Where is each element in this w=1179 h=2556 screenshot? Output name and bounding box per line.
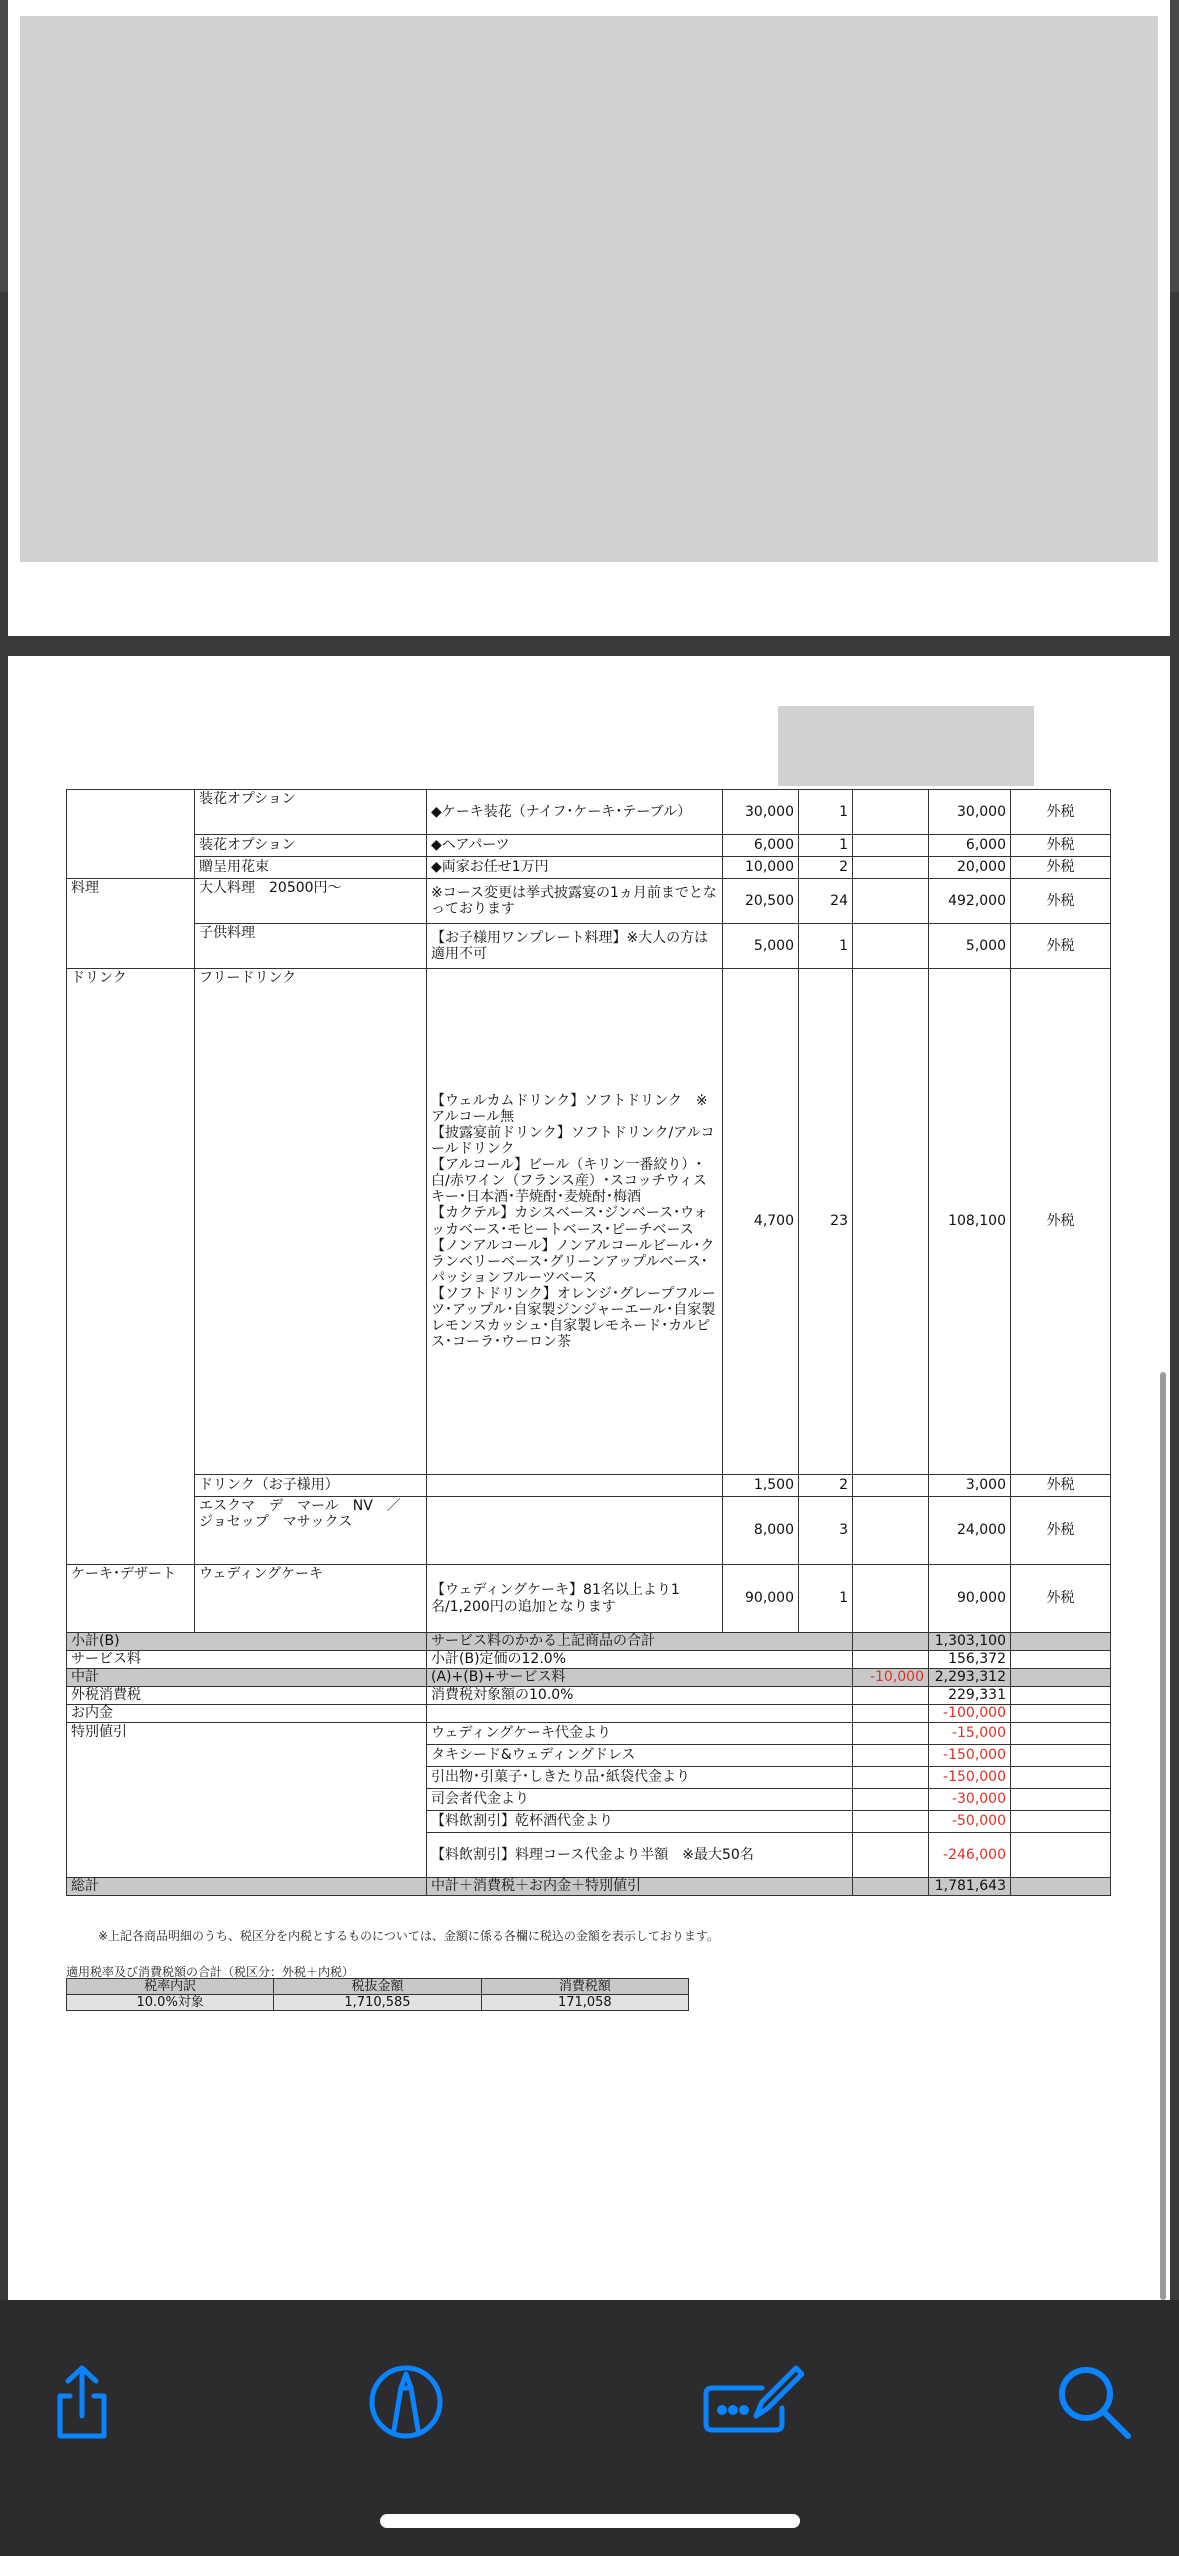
item-description: 【お子様用ワンプレート料理】※大人の方は適用不可 bbox=[427, 924, 723, 969]
unit-price: 6,000 bbox=[723, 835, 799, 857]
summary-row bbox=[67, 1669, 1111, 1687]
tax-note: ※上記各商品明細のうち、税区分を内税とするものについては、金額に係る各欄に税込の金額を表示しております。 bbox=[98, 1929, 719, 1943]
redacted-area bbox=[20, 16, 1158, 562]
signature-button[interactable] bbox=[700, 2360, 804, 2444]
unit-price: 10,000 bbox=[723, 857, 799, 879]
summary-label: 小計(B) bbox=[67, 1633, 427, 1651]
summary-label: サービス料 bbox=[67, 1651, 427, 1669]
grand-total-row bbox=[67, 1878, 1111, 1896]
table-row bbox=[67, 790, 1111, 835]
summary-label: お内金 bbox=[67, 1705, 427, 1723]
summary-description: 中計＋消費税＋お内金＋特別値引 bbox=[427, 1878, 853, 1896]
summary-row bbox=[67, 1651, 1111, 1669]
tax-rate: 10.0%対象 bbox=[67, 1995, 274, 2011]
table-row bbox=[67, 857, 1111, 879]
home-indicator bbox=[380, 2514, 800, 2528]
summary-row bbox=[67, 1633, 1111, 1651]
search-icon bbox=[1052, 2360, 1136, 2444]
column-header: 税抜金額 bbox=[274, 1979, 481, 1995]
item-name: フリードリンク bbox=[195, 969, 427, 1475]
quantity: 3 bbox=[799, 1497, 853, 1565]
category-cell: ケーキ･デザート bbox=[67, 1565, 195, 1633]
quantity: 2 bbox=[799, 857, 853, 879]
item-name: 装花オプション bbox=[195, 790, 427, 835]
summary-label: 外税消費税 bbox=[67, 1687, 427, 1705]
discount-description: ウェディングケーキ代金より bbox=[427, 1723, 853, 1745]
grand-total-amount: 1,781,643 bbox=[929, 1878, 1011, 1896]
scrollbar-thumb[interactable] bbox=[1160, 1372, 1166, 2300]
item-description: ◆ケーキ装花（ナイフ･ケーキ･テーブル） bbox=[427, 790, 723, 835]
quantity: 24 bbox=[799, 879, 853, 924]
summary-amount: -100,000 bbox=[929, 1705, 1011, 1723]
drink-line: 【ウェルカムドリンク】ソフトドリンク ※アルコール無 bbox=[431, 1092, 708, 1125]
tax-type: 外税 bbox=[1011, 1475, 1111, 1497]
discount-amount: -246,000 bbox=[929, 1833, 1011, 1878]
discount-description: 引出物･引菓子･しきたり品･紙袋代金より bbox=[427, 1767, 853, 1789]
item-name: 贈呈用花束 bbox=[195, 857, 427, 879]
discount-description: 司会者代金より bbox=[427, 1789, 853, 1811]
discount-amount: -15,000 bbox=[929, 1723, 1011, 1745]
table-row bbox=[67, 1995, 689, 2011]
discount-amount: -150,000 bbox=[929, 1767, 1011, 1789]
share-button[interactable] bbox=[40, 2360, 124, 2444]
tax-type: 外税 bbox=[1011, 790, 1111, 835]
drink-line: 【ソフトドリンク】オレンジ･グレープフルーツ･アップル･自家製ジンジャーエール･自家製レモンスカッシュ･自家製レモネード･カルピス･コーラ･ウーロン茶 bbox=[431, 1285, 716, 1351]
summary-description: 消費税対象額の10.0% bbox=[427, 1687, 853, 1705]
category-cell: ドリンク bbox=[67, 969, 195, 1475]
amount: 90,000 bbox=[929, 1565, 1011, 1633]
summary-amount: 156,372 bbox=[929, 1651, 1011, 1669]
search-button[interactable] bbox=[1052, 2360, 1136, 2444]
discount-description: タキシード&ウェディングドレス bbox=[427, 1745, 853, 1767]
tax-type: 外税 bbox=[1011, 857, 1111, 879]
item-description: ※コース変更は挙式披露宴の1ヵ月前までとなっております bbox=[427, 879, 723, 924]
quantity: 1 bbox=[799, 790, 853, 835]
quantity: 2 bbox=[799, 1475, 853, 1497]
amount: 5,000 bbox=[929, 924, 1011, 969]
estimate-table bbox=[66, 789, 1111, 1896]
discount-row bbox=[67, 1723, 1111, 1745]
share-icon bbox=[40, 2360, 124, 2444]
item-name: ウェディングケーキ bbox=[195, 1565, 427, 1633]
summary-amount: 1,303,100 bbox=[929, 1633, 1011, 1651]
amount: 108,100 bbox=[929, 969, 1011, 1475]
quantity: 23 bbox=[799, 969, 853, 1475]
category-cell: 料理 bbox=[67, 879, 195, 924]
unit-price: 20,500 bbox=[723, 879, 799, 924]
discount-amount: -50,000 bbox=[929, 1811, 1011, 1833]
summary-description: 小計(B)定価の12.0% bbox=[427, 1651, 853, 1669]
unit-price: 90,000 bbox=[723, 1565, 799, 1633]
amount: 3,000 bbox=[929, 1475, 1011, 1497]
discount-description: 【料飲割引】乾杯酒代金より bbox=[427, 1811, 853, 1833]
amount: 30,000 bbox=[929, 790, 1011, 835]
discount-amount: -30,000 bbox=[929, 1789, 1011, 1811]
tax-summary-caption: 適用税率及び消費税額の合計（税区分：外税＋内税） bbox=[66, 1965, 355, 1979]
tax-type: 外税 bbox=[1011, 1497, 1111, 1565]
table-header-row bbox=[67, 1979, 689, 1995]
column-header: 税率内訳 bbox=[67, 1979, 274, 1995]
tax-type: 外税 bbox=[1011, 879, 1111, 924]
item-description bbox=[427, 969, 723, 1475]
quantity: 1 bbox=[799, 1565, 853, 1633]
summary-amount: 2,293,312 bbox=[929, 1669, 1011, 1687]
tax-amount: 171,058 bbox=[481, 1995, 688, 2011]
item-name: 大人料理 20500円～ bbox=[195, 879, 427, 924]
table-row bbox=[67, 879, 1111, 924]
redacted-area bbox=[778, 706, 1034, 786]
table-row bbox=[67, 1565, 1111, 1633]
amount: 6,000 bbox=[929, 835, 1011, 857]
markup-button[interactable] bbox=[364, 2360, 448, 2444]
discount-amount: -150,000 bbox=[929, 1745, 1011, 1767]
amount: 20,000 bbox=[929, 857, 1011, 879]
pdf-page-1 bbox=[8, 0, 1170, 636]
item-name: エスクマ デ マール NV ／ ジョセップ マサックス bbox=[195, 1497, 427, 1565]
summary-row bbox=[67, 1705, 1111, 1723]
quantity: 1 bbox=[799, 924, 853, 969]
item-description: 【ウェディングケーキ】81名以上より1名/1,200円の追加となります bbox=[427, 1565, 723, 1633]
table-row bbox=[67, 1497, 1111, 1565]
summary-amount: 229,331 bbox=[929, 1687, 1011, 1705]
signature-icon bbox=[700, 2360, 804, 2444]
item-name: ドリンク（お子様用） bbox=[195, 1475, 427, 1497]
tax-type: 外税 bbox=[1011, 969, 1111, 1475]
item-description: ◆両家お任せ1万円 bbox=[427, 857, 723, 879]
unit-price: 5,000 bbox=[723, 924, 799, 969]
pre-tax-amount: 1,710,585 bbox=[274, 1995, 481, 2011]
tax-type: 外税 bbox=[1011, 1565, 1111, 1633]
summary-description: (A)+(B)+サービス料 bbox=[427, 1669, 853, 1687]
item-name: 装花オプション bbox=[195, 835, 427, 857]
summary-description: サービス料のかかる上記商品の合計 bbox=[427, 1633, 853, 1651]
table-row bbox=[67, 1475, 1111, 1497]
summary-label: 総計 bbox=[67, 1878, 427, 1896]
markup-pen-icon bbox=[364, 2360, 448, 2444]
drink-line: 【アルコール】ビール（キリン一番絞り）･白/赤ワイン（フランス産）･スコッチウィスキー･日本酒･芋焼酎･麦焼酎･梅酒 bbox=[431, 1157, 707, 1206]
unit-price: 8,000 bbox=[723, 1497, 799, 1565]
discount-amount: -10,000 bbox=[853, 1669, 929, 1687]
amount: 24,000 bbox=[929, 1497, 1011, 1565]
quantity: 1 bbox=[799, 835, 853, 857]
summary-label: 中計 bbox=[67, 1669, 427, 1687]
item-description: ◆ヘアパーツ bbox=[427, 835, 723, 857]
unit-price: 1,500 bbox=[723, 1475, 799, 1497]
unit-price: 4,700 bbox=[723, 969, 799, 1475]
column-header: 消費税額 bbox=[481, 1979, 688, 1995]
item-name: 子供料理 bbox=[195, 924, 427, 969]
summary-row bbox=[67, 1687, 1111, 1705]
table-row bbox=[67, 924, 1111, 969]
unit-price: 30,000 bbox=[723, 790, 799, 835]
table-row bbox=[67, 835, 1111, 857]
summary-label: 特別値引 bbox=[67, 1723, 427, 1878]
tax-type: 外税 bbox=[1011, 835, 1111, 857]
amount: 492,000 bbox=[929, 879, 1011, 924]
discount-description: 【料飲割引】料理コース代金より半額 ※最大50名 bbox=[427, 1833, 853, 1878]
tax-type: 外税 bbox=[1011, 924, 1111, 969]
table-row bbox=[67, 969, 1111, 1475]
drink-line: 【披露宴前ドリンク】ソフトドリンク/アルコールドリンク bbox=[431, 1124, 715, 1158]
drink-line: 【ノンアルコール】ノンアルコールビール･クランベリーベース･グリーンアップルベース･パッションフルーツベース bbox=[431, 1237, 715, 1286]
pdf-page-2 bbox=[8, 656, 1170, 2300]
tax-summary-table bbox=[66, 1978, 689, 2011]
drink-line: 【カクテル】カシスベース･ジンベース･ウォッカベース･モヒートベース･ピーチベース bbox=[431, 1205, 708, 1238]
